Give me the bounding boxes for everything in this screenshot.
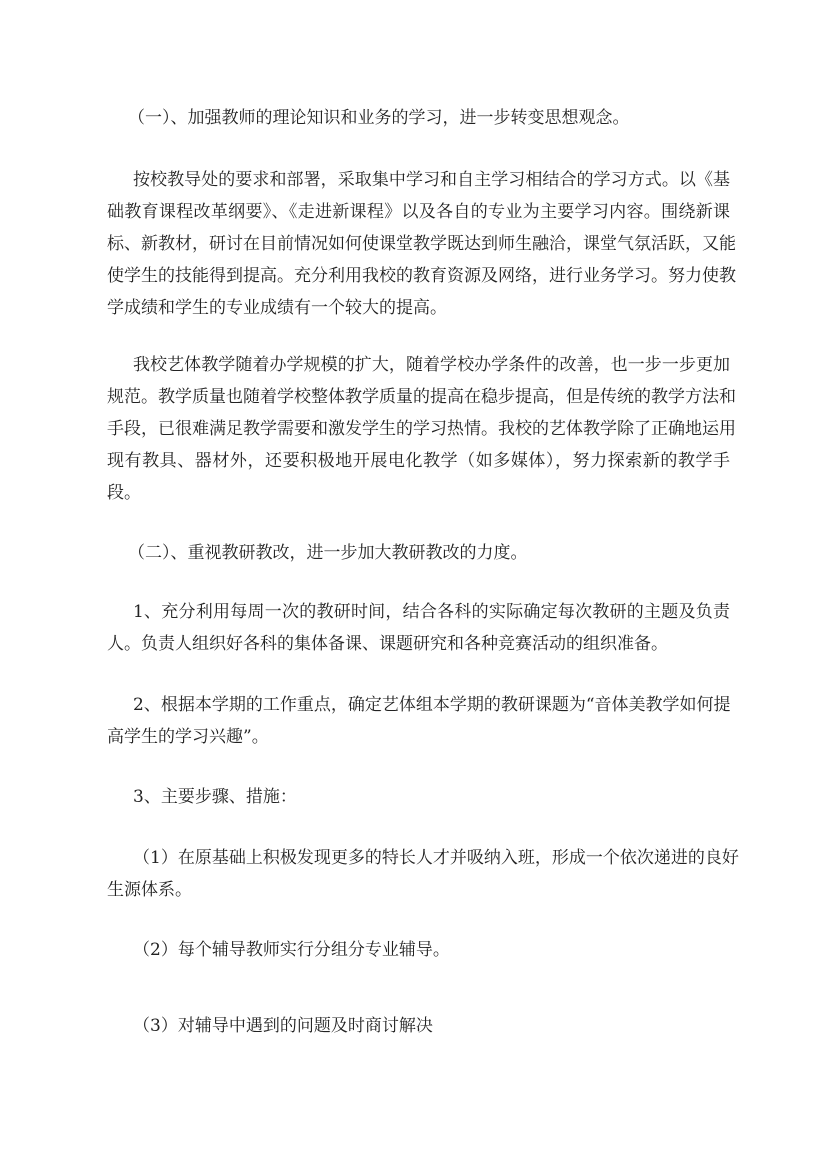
- section-heading-2: （二）、重视教研教改，进一步加大教研教改的力度。: [128, 543, 528, 563]
- paragraph-line: 手段，已很难满足教学需要和激发学生的学习热情。我校的艺体教学除了正确地运用: [107, 419, 736, 439]
- paragraph-line: 高学生的学习兴趣”。: [107, 727, 269, 747]
- paragraph-line: （1）在原基础上积极发现更多的特长人才并吸纳入班，形成一个依次递进的良好: [133, 848, 739, 868]
- paragraph-line: 使学生的技能得到提高。充分利用我校的教育资源及网络，进行业务学习。努力使教: [107, 266, 736, 286]
- paragraph-line: 标、新教材，研讨在目前情况如何使课堂教学既达到师生融洽，课堂气氛活跃，又能: [107, 234, 736, 254]
- paragraph-line: 2、根据本学期的工作重点，确定艺体组本学期的教研课题为“音体美教学如何提: [133, 695, 731, 715]
- paragraph-line: 1、充分利用每周一次的教研时间，结合各科的实际确定每次教研的主题及负责: [133, 602, 730, 622]
- paragraph-line: 按校教导处的要求和部署，采取集中学习和自主学习相结合的学习方式。以《基: [133, 170, 730, 190]
- paragraph-line: 生源体系。: [107, 880, 192, 900]
- paragraph-line: 规范。教学质量也随着学校整体教学质量的提高在稳步提高，但是传统的教学方法和: [107, 387, 736, 407]
- list-item-3: 3、主要步骤、措施：: [133, 787, 297, 807]
- sub-item-2: （2）每个辅导教师实行分组分专业辅导。: [133, 940, 450, 960]
- paragraph-line: 现有教具、器材外，还要积极地开展电化教学（如多媒体），努力探索新的教学手: [107, 451, 730, 471]
- section-heading-1: （一）、加强教师的理论知识和业务的学习，进一步转变思想观念。: [128, 108, 630, 128]
- paragraph-line: 学成绩和学生的专业成绩有一个较大的提高。: [107, 298, 447, 318]
- paragraph-line: 人。负责人组织好各科的集体备课、课题研究和各种竞赛活动的组织准备。: [107, 634, 668, 654]
- sub-item-3: （3）对辅导中遇到的问题及时商讨解决: [133, 1016, 433, 1036]
- paragraph-line: 段。: [107, 483, 141, 503]
- paragraph-line: 我校艺体教学随着办学规模的扩大，随着学校办学条件的改善，也一步一步更加: [133, 355, 730, 375]
- paragraph-line: 础教育课程改革纲要》、《走进新课程》以及各自的专业为主要学习内容。围绕新课: [107, 202, 730, 222]
